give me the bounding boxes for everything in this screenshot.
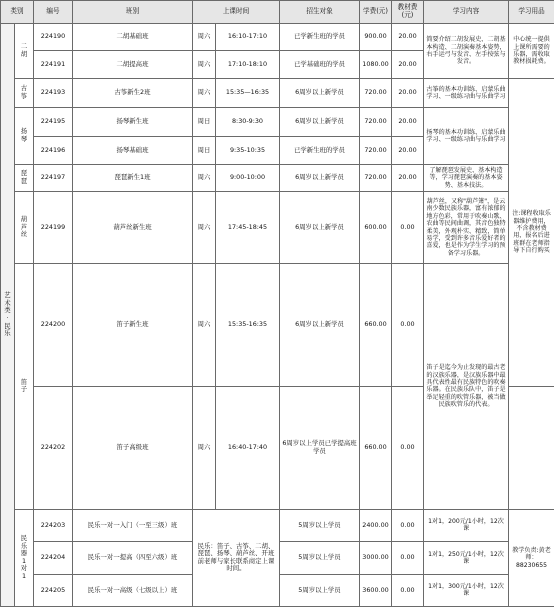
group-dizi: 笛 子	[15, 264, 34, 510]
header-code: 编号	[34, 1, 73, 24]
fee: 900.00	[360, 24, 392, 51]
fee: 720.00	[360, 137, 392, 165]
code: 224196	[34, 137, 73, 165]
content-yidui-3: 1对1，300元/1小时，12次课	[424, 574, 509, 606]
fee: 660.00	[360, 386, 392, 509]
code: 224193	[34, 79, 73, 108]
group-yidui: 民 乐 器 1 对 1	[15, 509, 34, 606]
code: 224203	[34, 509, 73, 541]
code: 224204	[34, 541, 73, 574]
class-name: 扬琴基础班	[73, 137, 193, 165]
class-name: 民乐一对一提高（四至六级）班	[73, 541, 193, 574]
group-yangqin: 扬 琴	[15, 108, 34, 165]
yidui-note: 民乐：笛子、古筝、二胡、琵琶、扬琴、葫芦丝、开班前老师与家长联系商定上课时间。	[193, 509, 280, 606]
day: 周六	[193, 79, 216, 108]
fee: 720.00	[360, 165, 392, 192]
day: 周六	[193, 192, 216, 264]
header-row	[1, 1, 554, 24]
time: 16:10-17:10	[216, 24, 280, 51]
fee: 720.00	[360, 79, 392, 108]
table-row	[1, 264, 554, 387]
content-yidui-2: 1对1，250元/1小时，12次课	[424, 541, 509, 574]
supplies-mid: 注:课程收取乐器维护费用，不含教材费用，报名后进班群在老师指导下自行购买	[509, 79, 554, 387]
fee: 720.00	[360, 108, 392, 137]
content-yidui-1: 1对1，200元/1小时，12次课	[424, 509, 509, 541]
content-guzheng: 古筝的基本功训练、启蒙乐曲学习、一级练习曲与乐曲学习	[424, 79, 509, 108]
material-fee: 20.00	[392, 24, 424, 51]
fee: 3600.00	[360, 574, 392, 606]
day: 周日	[193, 137, 216, 165]
group-hulusi: 葫 芦 丝	[15, 192, 34, 264]
supplies-contact: 教学负责:黄老师：88230655	[509, 509, 554, 606]
code: 224197	[34, 165, 73, 192]
dept-label: 艺 术 类 · 民 乐	[1, 24, 15, 607]
fee: 3000.00	[360, 541, 392, 574]
material-fee: 20.00	[392, 79, 424, 108]
target: 6周岁以上新学员	[280, 165, 360, 192]
day: 周六	[193, 264, 216, 387]
time: 8:30-9:30	[216, 108, 280, 137]
day: 周六	[193, 386, 216, 509]
header-supplies: 学习用品	[509, 1, 554, 24]
group-pipa: 琵 琶	[15, 165, 34, 192]
class-name: 民乐一对一高级（七级以上）班	[73, 574, 193, 606]
class-name: 笛子高级班	[73, 386, 193, 509]
material-fee: 20.00	[392, 108, 424, 137]
content-dizi: 笛子是迄今为止发现的最古老的汉族乐器，是汉族乐器中最具代表性最有民族特色的吹奏乐器。在民族乐队中，笛子是举足轻重的吹管乐器，被当做民族吹管乐的代表。	[424, 264, 509, 510]
material-fee: 20.00	[392, 137, 424, 165]
content-hulusi: 葫芦丝，又称"葫芦箫"，是云南少数民族乐器，富有浓郁的地方色彩，常用于吹奏山歌、农曲等民间曲调，其音色独特柔美，外观朴实、精致，简单易学，受到许多音乐爱好者的喜爱，也是作为学生学习的预备学习乐器。	[424, 192, 509, 264]
header-content: 学习内容	[424, 1, 509, 24]
day: 周六	[193, 51, 216, 79]
header-target: 招生对象	[280, 1, 360, 24]
group-erhu: 二 胡	[15, 24, 34, 79]
header-category: 类别	[1, 1, 34, 24]
time: 17:10-18:10	[216, 51, 280, 79]
material-fee: 0.00	[392, 541, 424, 574]
code: 224191	[34, 51, 73, 79]
target: 5周岁以上学员	[280, 574, 360, 606]
fee: 660.00	[360, 264, 392, 387]
content-yangqin: 扬琴的基本功训练、启蒙乐曲学习、一级练习曲与乐曲学习	[424, 108, 509, 165]
header-fee: 学费(元)	[360, 1, 392, 24]
time: 9:00-10:00	[216, 165, 280, 192]
target: 6周岁以上新学员	[280, 264, 360, 387]
content-erhu: 简要介绍二胡发展史、二胡基本构造、二胡演奏基本姿势，右手运弓与发音、左手按弦与发音。	[424, 24, 509, 79]
material-fee: 0.00	[392, 386, 424, 509]
material-fee: 0.00	[392, 509, 424, 541]
time: 17:45-18:45	[216, 192, 280, 264]
target: 6周岁以上新学员	[280, 108, 360, 137]
class-name: 琵琶新生1班	[73, 165, 193, 192]
table-row	[1, 165, 554, 192]
fee: 600.00	[360, 192, 392, 264]
time: 15:35-16:35	[216, 264, 280, 387]
day: 周日	[193, 108, 216, 137]
material-fee: 20.00	[392, 51, 424, 79]
code: 224205	[34, 574, 73, 606]
day: 周六	[193, 24, 216, 51]
target: 5周岁以上学员	[280, 541, 360, 574]
day: 周六	[193, 165, 216, 192]
material-fee: 20.00	[392, 165, 424, 192]
material-fee: 0.00	[392, 192, 424, 264]
time: 16:40-17:40	[216, 386, 280, 509]
target: 6周岁以上新学员	[280, 79, 360, 108]
class-name: 葫芦丝新生班	[73, 192, 193, 264]
table-row	[1, 79, 554, 108]
content-pipa: 了解琵琶发展史、基本构造等，学习琵琶演奏的基本姿势、基本技法。	[424, 165, 509, 192]
class-name: 古筝新生2班	[73, 79, 193, 108]
header-class: 班别	[73, 1, 193, 24]
table-row	[1, 24, 554, 51]
target: 已学基础班的学员	[280, 51, 360, 79]
class-name: 民乐一对一入门（一至三级）班	[73, 509, 193, 541]
class-name: 二胡提高班	[73, 51, 193, 79]
supplies-top: 中心统一提供上课所需要的乐器，需收取教材损耗费。	[509, 24, 554, 79]
fee: 1080.00	[360, 51, 392, 79]
class-name: 扬琴新生班	[73, 108, 193, 137]
fee: 2400.00	[360, 509, 392, 541]
material-fee: 0.00	[392, 264, 424, 387]
target: 5周岁以上学员	[280, 509, 360, 541]
target: 已学新生班的学员	[280, 24, 360, 51]
header-time: 上课时间	[193, 1, 280, 24]
code: 224200	[34, 264, 73, 387]
code: 224190	[34, 24, 73, 51]
table-row	[1, 108, 554, 137]
table-row	[1, 509, 554, 541]
code: 224195	[34, 108, 73, 137]
code: 224202	[34, 386, 73, 509]
target: 已学新生班的学员	[280, 137, 360, 165]
class-name: 二胡基础班	[73, 24, 193, 51]
header-material: 教材费(元)	[392, 1, 424, 24]
time: 15:35—16:35	[216, 79, 280, 108]
material-fee: 0.00	[392, 574, 424, 606]
table-row	[1, 192, 554, 264]
code: 224199	[34, 192, 73, 264]
time: 9:35-10:35	[216, 137, 280, 165]
target: 6周岁以上学员已学提高班学员	[280, 386, 360, 509]
group-guzheng: 古 筝	[15, 79, 34, 108]
class-name: 笛子新生班	[73, 264, 193, 387]
target: 6周岁以上新学员	[280, 192, 360, 264]
